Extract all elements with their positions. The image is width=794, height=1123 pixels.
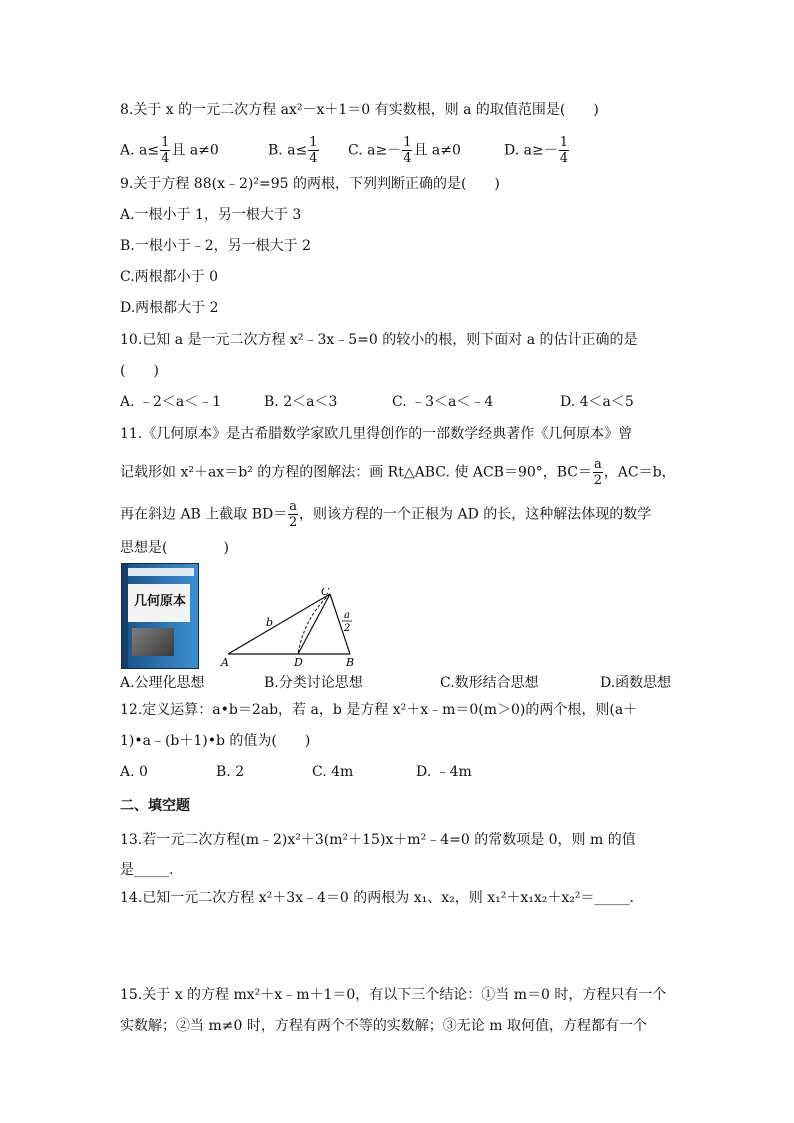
q12-option-b: B. 2 — [216, 764, 245, 780]
q8-option-c: C. a≥－ $\frac{1}{4}$ 且 a≠0 — [348, 135, 461, 166]
q8-option-a: A. a≤ $\frac{1}{4}$ 且 a≠0 — [120, 135, 219, 166]
book-top-band — [128, 568, 194, 576]
label-a-num: a — [344, 610, 350, 621]
q9-stem: 9.关于方程 88(x﹣2)²=95 的两根，下列判断正确的是( ) — [120, 176, 500, 192]
q11-option-d: D.函数思想 — [600, 675, 672, 691]
fraction: $\frac{1}{4}$ — [403, 135, 412, 166]
q11-line-4: 思想是( ) — [120, 540, 229, 556]
q10-option-d: D. 4＜a＜5 — [560, 394, 634, 410]
q9-option-a: A.一根小于 1，另一根大于 3 — [120, 207, 302, 223]
q8-option-d: D. a≥－ $\frac{1}{4}$ — [504, 135, 568, 166]
q13-line-1: 13.若一元二次方程(m﹣2)x²＋3(m²＋15)x＋m²﹣4=0 的常数项是 0，则 m 的值 — [120, 832, 636, 848]
label-b-side: b — [266, 616, 274, 629]
q10-option-c: C. ﹣3＜a＜﹣4 — [392, 394, 494, 410]
q8-stem: 8.关于 x 的一元二次方程 ax²－x＋1＝0 有实数根，则 a 的取值范围是( ) — [120, 102, 599, 118]
q10-option-a: A. ﹣2＜a＜﹣1 — [120, 394, 222, 410]
label-a: A — [221, 656, 229, 669]
segment-ac — [228, 594, 330, 654]
label-d: D — [294, 656, 303, 669]
book-title: 几何原本 — [133, 594, 186, 609]
book-photo — [132, 628, 174, 656]
q11-option-a: A.公理化思想 — [120, 675, 205, 691]
q12-option-d: D. ﹣4m — [416, 764, 472, 780]
q14-text: 14.已知一元二次方程 x²＋3x﹣4＝0 的两根为 x₁、x₂，则 x₁²＋x₁x₂＋x₂²＝_____. — [120, 890, 634, 906]
q10-blank: ( ) — [120, 363, 159, 379]
q10-option-b: B. 2＜a＜3 — [264, 394, 338, 410]
q10-stem: 10.已知 a 是一元二次方程 x²﹣3x﹣5=0 的较小的根，则下面对 a 的估计正确的是 — [120, 332, 638, 348]
q11-option-b: B.分类讨论思想 — [264, 675, 363, 691]
section-heading: 二、填空题 — [120, 798, 190, 814]
q15-line-1: 15.关于 x 的方程 mx²＋x﹣m＋1＝0，有以下三个结论：①当 m＝0 时，方程只有一个 — [120, 987, 667, 1003]
q11-option-c: C.数形结合思想 — [440, 675, 539, 691]
q8-option-b: B. a≤ $\frac{1}{4}$ — [268, 135, 318, 166]
q9-option-d: D.两根都大于 2 — [120, 300, 219, 316]
q15-line-2: 实数解；②当 m≠0 时，方程有两个不等的实数解；③无论 m 取何值，方程都有一个 — [120, 1018, 647, 1034]
fraction: $\frac{a}{2}$ — [593, 457, 603, 488]
fraction: $\frac{1}{4}$ — [559, 135, 568, 166]
q12-option-c: C. 4m — [312, 764, 354, 780]
q11-line-1: 11.《几何原本》是古希腊数学家欧几里得创作的一部数学经典著作《几何原本》曾 — [120, 426, 633, 442]
triangle-diagram — [218, 588, 368, 670]
fraction: $\frac{a}{2}$ — [289, 499, 298, 530]
q12-line-2: 1)•a﹣(b＋1)•b 的值为( ) — [120, 733, 311, 749]
fraction: $\frac{1}{4}$ — [161, 135, 170, 166]
q9-option-c: C.两根都小于 0 — [120, 269, 219, 285]
label-a-den: 2 — [344, 623, 351, 634]
q11-line-3: 再在斜边 AB 上截取 BD＝ $\frac{a}{2}$ ，则该方程的一个正根为 AD 的长，这种解法体现的数学 — [120, 499, 652, 530]
q12-line-1: 12.定义运算：a•b＝2ab，若 a，b 是方程 x²＋x﹣m＝0(m＞0)的两个根，则(a＋ — [120, 702, 638, 718]
q11-line-2: 记载形如 x²＋ax＝b² 的方程的图解法：画 Rt△ABC. 使 ACB＝90°，BC＝ $\frac{a}{2}$ ，AC＝b， — [120, 457, 676, 488]
label-b: B — [346, 656, 355, 669]
book-cover-image — [121, 563, 199, 669]
label-c: C — [321, 588, 330, 598]
q13-line-2: 是_____. — [120, 862, 174, 878]
q9-option-b: B.一根小于﹣2，另一根大于 2 — [120, 238, 312, 254]
q12-option-a: A. 0 — [120, 764, 148, 780]
fraction: $\frac{1}{4}$ — [309, 135, 318, 166]
